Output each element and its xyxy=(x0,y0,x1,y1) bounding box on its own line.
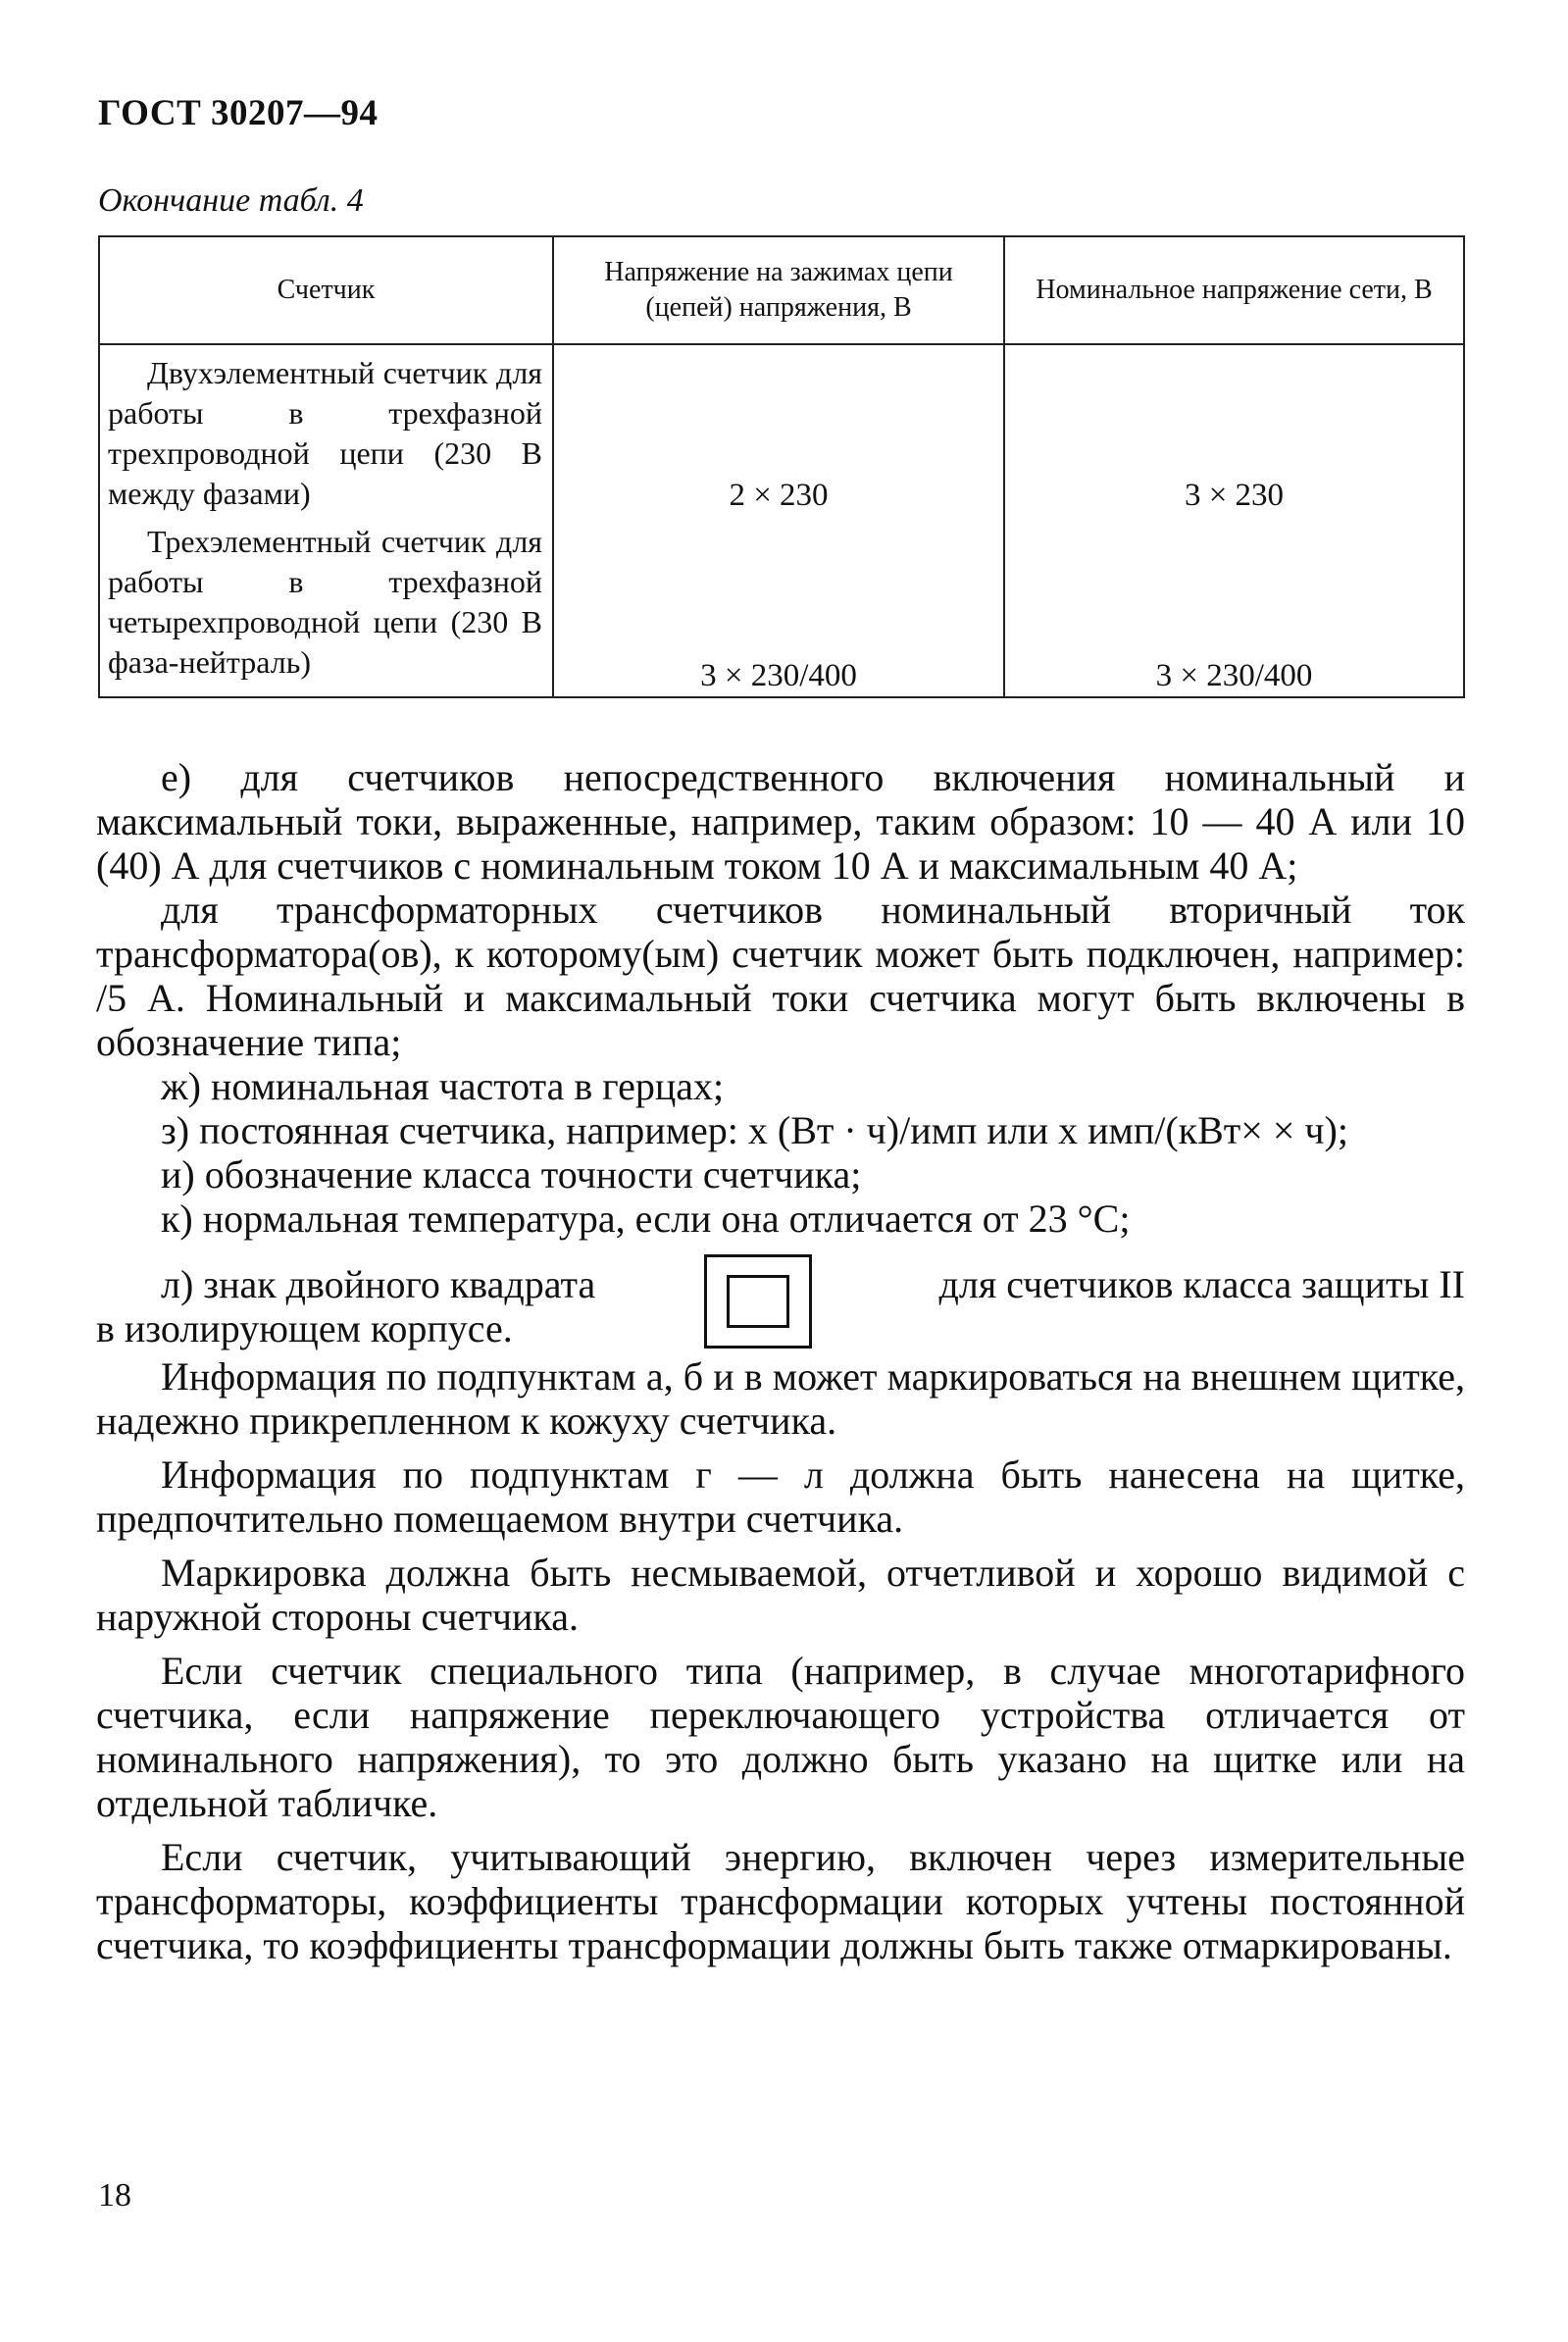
item-zh: ж) номинальная частота в герцах; xyxy=(161,1064,725,1108)
item-l-text-end: для счетчиков класса защиты II xyxy=(938,1262,1465,1306)
table-4 xyxy=(98,235,1465,698)
page-number: 18 xyxy=(98,2177,131,2214)
paragraph-marking: Маркировка должна быть несмываемой, отчетливой и хорошо видимой с наружной стороны счетчика. xyxy=(96,1551,1465,1639)
terminal-voltage-three-element: 3 × 230/400 xyxy=(700,658,857,693)
table-header-row xyxy=(99,236,1464,344)
item-e-transformer: для трансформаторных счетчиков номинальный вторичный ток трансформатора(ов), к которому(ым) счетчик может быть подключен, например: /5 А. Номинальный и максимальный токи счетчика могут быть включены в обозначение типа; xyxy=(96,888,1465,1064)
terminal-voltage-two-element: 2 × 230 xyxy=(729,478,829,513)
header-network-voltage: Номинальное напряжение сети, В xyxy=(1004,236,1464,344)
item-l xyxy=(96,1254,1465,1350)
paragraph-transformers: Если счетчик, учитывающий энергию, включен через измерительные трансформаторы, коэффициенты трансформации которых учтены постоянной счетчика, то коэффициенты трансформации должны быть также отмаркированы. xyxy=(96,1835,1465,1967)
table-continuation-caption: Окончание табл. 4 xyxy=(98,182,364,219)
item-l-text-continuation: в изолирующем корпусе. xyxy=(96,1306,513,1350)
meter-three-element: Трехэлементный счетчик для работы в трехфазной четырехпроводной цепи (230 В фаза-нейтраль) xyxy=(108,524,542,680)
network-voltage-three-element: 3 × 230/400 xyxy=(1155,658,1313,693)
paragraph-special-type: Если счетчик специального типа (например, в случае многотарифного счетчика, если напряжение переключающего устройства отличается от номинального напряжения), то это должно быть указано на щитке или на отдельной табличке. xyxy=(96,1649,1465,1825)
item-e: е) для счетчиков непосредственного включения номинальный и максимальный токи, выраженные, например, таким образом: 10 — 40 А или 10 (40) А для счетчиков с номинальным током 10 А и максимальным 40 А; xyxy=(96,755,1465,888)
meter-two-element: Двухэлементный счетчик для работы в трехфазной трехпроводной цепи (230 В между фазами) xyxy=(108,355,542,511)
double-square-icon xyxy=(704,1254,812,1349)
header-terminal-voltage: Напряжение на зажимах цепи (цепей) напряжения, В xyxy=(553,236,1004,344)
network-voltage-two-element: 3 × 230 xyxy=(1184,478,1285,513)
meter-cell xyxy=(99,344,553,697)
paragraph-info-a-v: Информация по подпунктам а, б и в может маркироваться на внешнем щитке, надежно прикрепленном к кожуху счетчика. xyxy=(96,1354,1465,1443)
body-text xyxy=(96,755,1465,1967)
table-row xyxy=(99,344,1464,697)
document-id: ГОСТ 30207—94 xyxy=(98,93,379,133)
network-voltage-cell xyxy=(1004,344,1464,697)
paragraph-info-g-l: Информация по подпунктам г — л должна быть нанесена на щитке, предпочтительно помещаемом внутри счетчика. xyxy=(96,1452,1465,1541)
item-z: з) постоянная счетчика, например: x (Вт · ч)/имп или x имп/(кВт× × ч); xyxy=(161,1108,1348,1152)
header-meter: Счетчик xyxy=(99,236,553,344)
item-k: к) нормальная температура, если она отличается от 23 °С; xyxy=(161,1196,1131,1241)
item-l-text-start: л) знак двойного квадрата xyxy=(161,1262,596,1306)
item-i: и) обозначение класса точности счетчика; xyxy=(161,1152,862,1196)
terminal-voltage-cell xyxy=(553,344,1004,697)
